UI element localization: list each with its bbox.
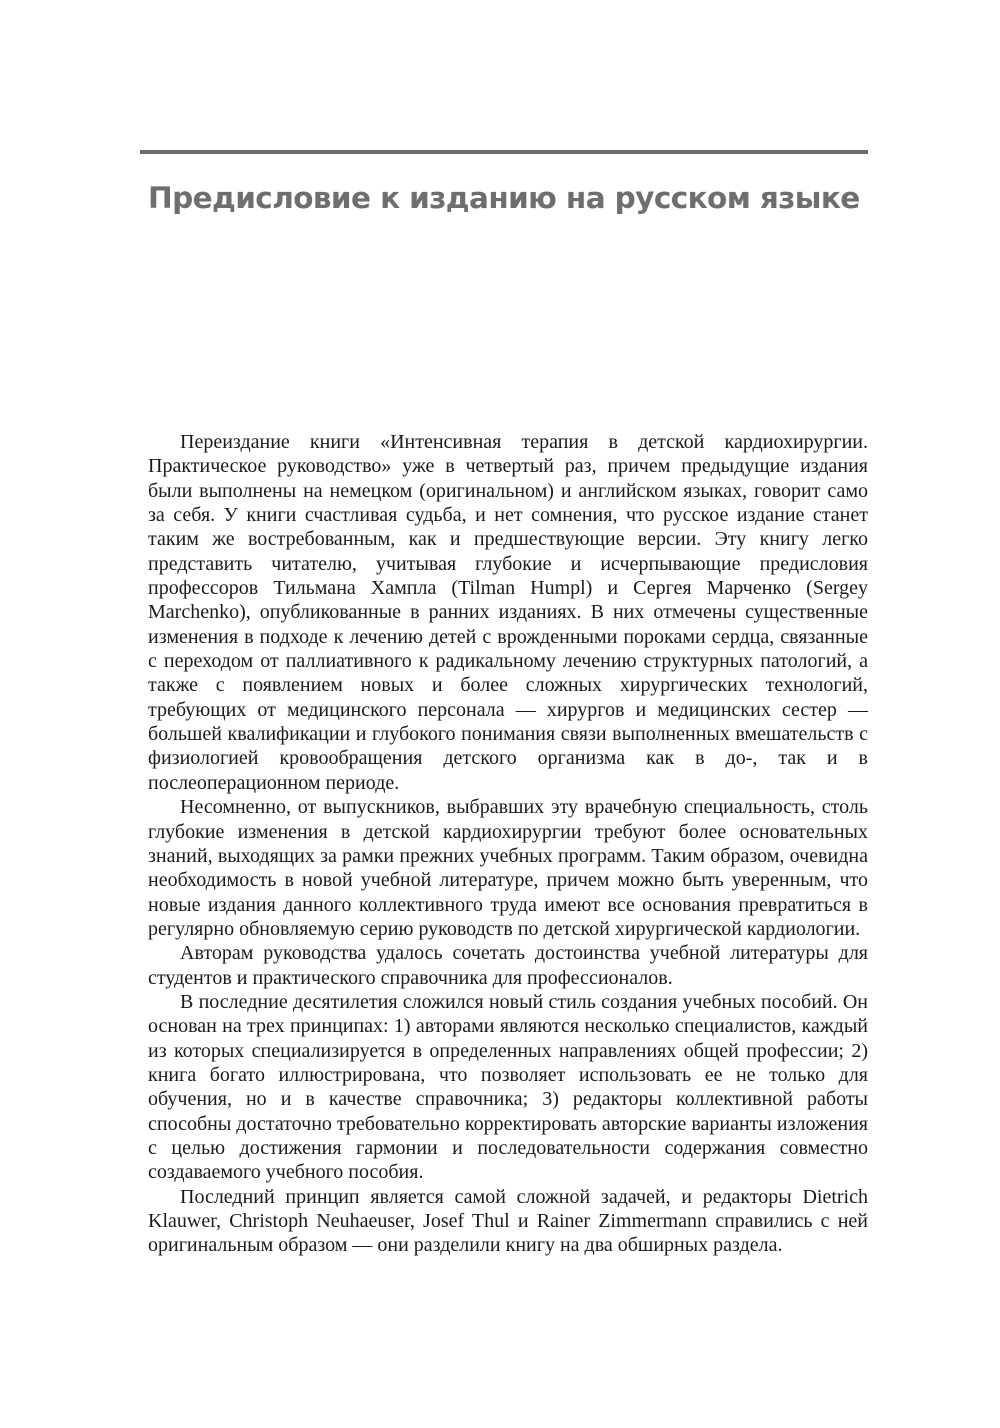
header-rule bbox=[140, 150, 868, 154]
preface-body bbox=[148, 430, 868, 1258]
paragraph-2: Несомненно, от выпускников, выбравших эту врачебную специальность, столь глубокие изменения в детской кардиохирургии требуют более основательных знаний, выходящих за рамки прежних учебных программ. Таким образом, очевидна необходимость в новой учебной литературе, причем можно быть уверенным, что новые издания данного коллективного труда имеют все основания превратиться в регулярно обновляемую серию руководств по детской хирургической кардиологии. bbox=[148, 796, 868, 940]
paragraph-4: В последние десятилетия сложился новый стиль создания учебных пособий. Он основан на трех принципах: 1) авторами являются несколько специалистов, каждый из которых специализируется в определенных направлениях общей профессии; 2) книга богато иллюстрирована, что позволяет использовать ее не только для обучения, но и в качестве справочника; 3) редакторы коллективной работы способны достаточно требовательно корректировать авторские варианты изложения с целью достижения гармонии и последовательности содержания совместно создаваемого учебного пособия. bbox=[148, 990, 868, 1184]
paragraph-5: Последний принцип является самой сложной задачей, и редакторы Dietrich Klauwer, Christoph Neuhaeuser, Josef Thul и Rainer Zimmermann справились с ней оригинальным образом — они разделили книгу на два обширных раздела. bbox=[148, 1185, 868, 1257]
paragraph-1: Переиздание книги «Интенсивная терапия в детской кардиохирургии. Практическое руководство» уже в четвертый раз, причем предыдущие издания были выполнены на немецком (оригинальном) и английском языках, говорит само за себя. У книги счастливая судьба, и нет сомнения, что русское издание станет таким же востребованным, как и предшествующие версии. Эту книгу легко представить читателю, учитывая глубокие и исчерпывающие предисловия профессоров Тильмана Хампла (Tilman Humpl) и Сергея Марченко (Sergey Marchenko), опубликованные в ранних изданиях. В них отмечены существенные изменения в подходе к лечению детей с врожденными пороками сердца, связанные с переходом от паллиативного к радикальному лечению структурных патологий, а также с появлением новых и более сложных хирургических технологий, требующих от медицинского персонала — хирургов и медицинских сестер — большей квалификации и глубокого понимания связи выполненных вмешательств с физиологией кровообращения детского организма как в до-, так и в послеоперационном периоде. bbox=[148, 431, 868, 794]
paragraph-3: Авторам руководства удалось сочетать достоинства учебной литературы для студентов и практического справочника для профессионалов. bbox=[148, 942, 868, 989]
page-title: Предисловие к изданию на русском языке bbox=[148, 181, 860, 215]
